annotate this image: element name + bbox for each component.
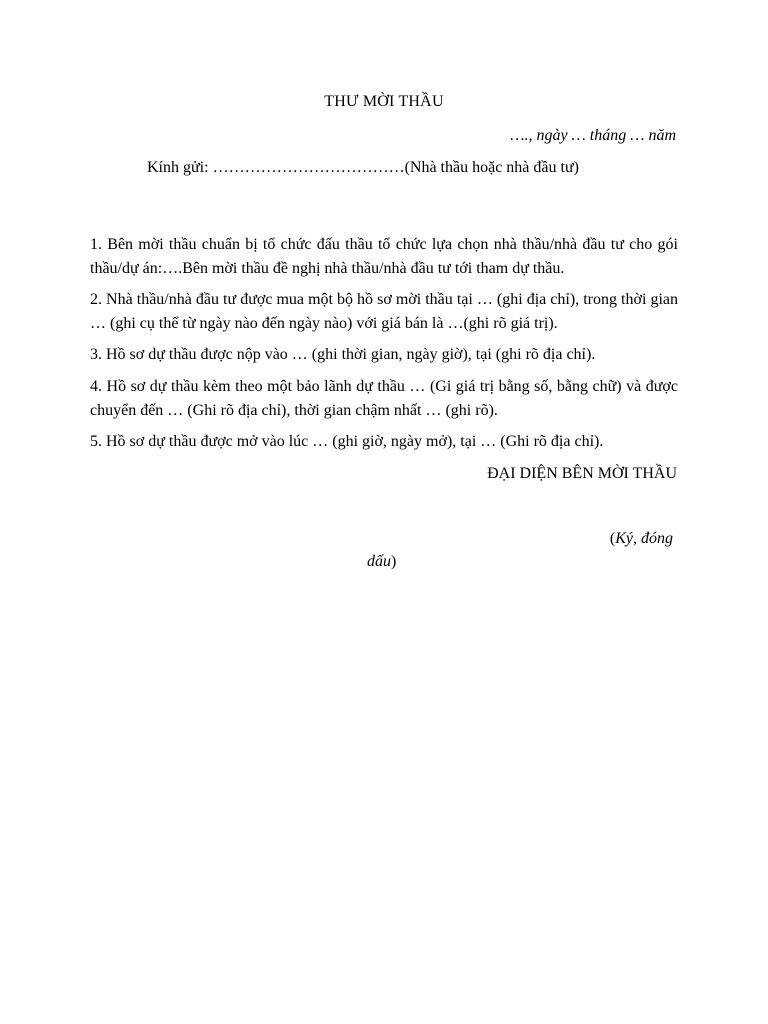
signature-text-2: dấu	[367, 553, 391, 570]
signature-text-1: Ký, đóng	[615, 530, 673, 547]
paragraph-2: 2. Nhà thầu/nhà đầu tư được mua một bộ hồ sơ mời thầu tại … (ghi địa chỉ), trong thời gian … (ghi cụ thể từ ngày nào đến ngày nào) với giá bán là …(ghi rõ giá trị).	[90, 291, 678, 332]
paragraph-5: 5. Hồ sơ dự thầu được mở vào lúc … (ghi giờ, ngày mở), tại … (Ghi rõ địa chỉ).	[90, 433, 604, 450]
recipient-line: Kính gửi: ………………………………(Nhà thầu hoặc nhà đầu tư)	[147, 159, 579, 176]
representative-heading: ĐẠI DIỆN BÊN MỜI THẦU	[487, 465, 677, 482]
document-title: THƯ MỜI THẦU	[324, 93, 444, 110]
signature-note-line-2	[367, 553, 396, 571]
signature-open-paren: (	[609, 530, 616, 547]
paragraph-1: 1. Bên mời thầu chuẩn bị tổ chức đấu thầu tổ chức lựa chọn nhà thầu/nhà đầu tư cho gói thầu/dự án:….Bên mời thầu đề nghị nhà thầu/nhà đầu tư tới tham dự thầu.	[90, 236, 678, 277]
signature-close-paren: )	[391, 553, 397, 570]
paragraph-4: 4. Hồ sơ dự thầu kèm theo một bảo lãnh dự thầu … (Gi giá trị bằng số, bằng chữ) và được chuyển đến … (Ghi rõ địa chỉ), thời gian chậm nhất … (ghi rõ).	[90, 378, 678, 419]
signature-note-line-1	[610, 530, 673, 548]
date-line: …., ngày … tháng … năm	[510, 127, 676, 144]
paragraph-3: 3. Hồ sơ dự thầu được nộp vào … (ghi thời gian, ngày giờ), tại (ghi rõ địa chỉ).	[90, 346, 596, 363]
